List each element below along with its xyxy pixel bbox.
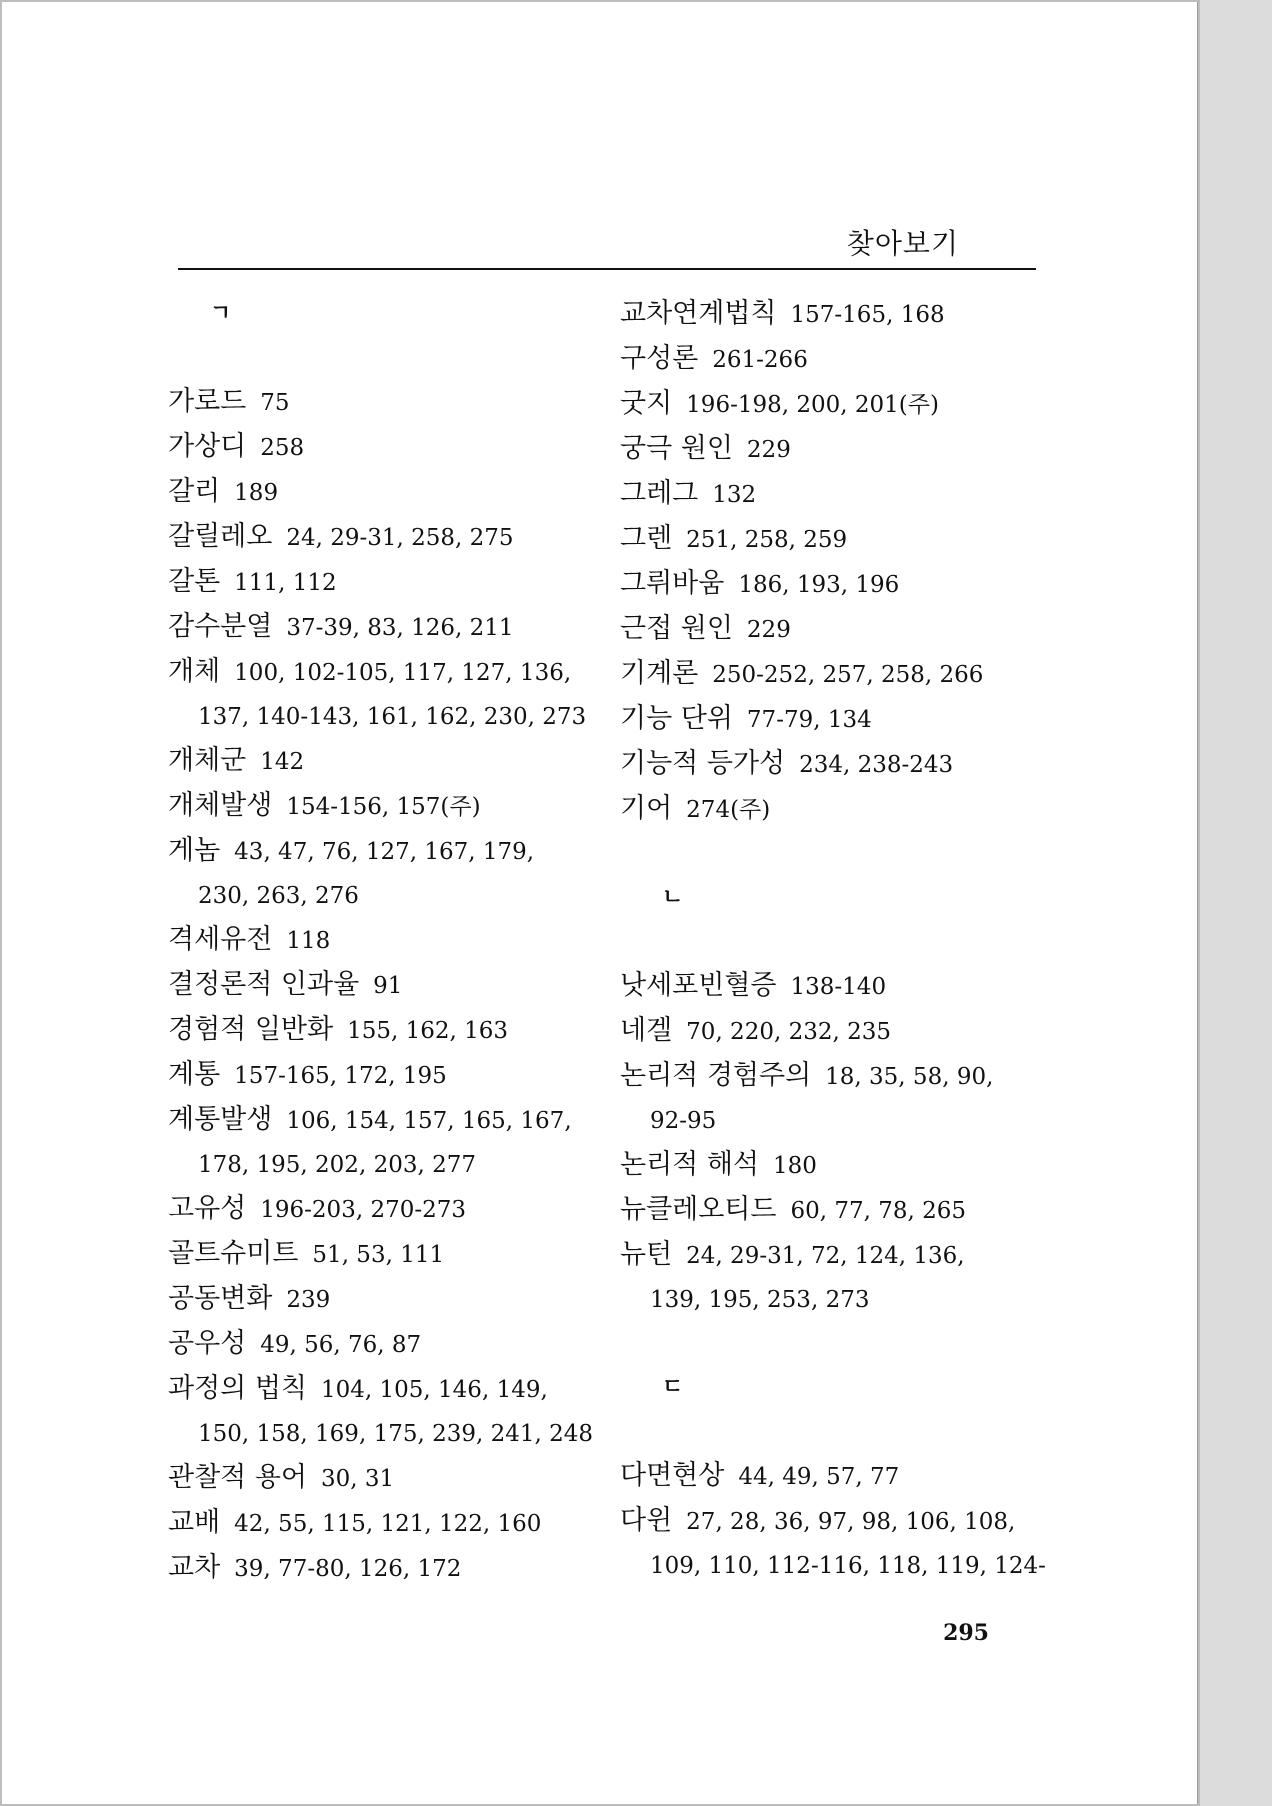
index-term: 그레그 [620, 478, 699, 509]
entries-digeut [620, 1454, 1060, 1588]
index-term: 구성론 [620, 343, 699, 374]
page-references: 106, 154, 157, 165, 167, [286, 1108, 572, 1134]
index-term: 근접 원인 [620, 613, 733, 644]
index-term: 계통발생 [168, 1104, 273, 1135]
index-entry [168, 1367, 598, 1412]
page-references: 75 [260, 390, 290, 416]
index-entry [168, 425, 598, 470]
index-entry [620, 292, 1060, 337]
page-references: 239 [286, 1287, 331, 1313]
index-term: 다윈 [620, 1505, 673, 1536]
index-term: 기능적 등가성 [620, 748, 786, 779]
index-term: 공우성 [168, 1328, 247, 1359]
index-entry [168, 605, 598, 650]
index-term: 논리적 경험주의 [620, 1060, 812, 1091]
section-gap [620, 832, 1060, 876]
index-entry [620, 517, 1060, 562]
index-entry [168, 650, 598, 695]
page-references: 261-266 [712, 347, 808, 373]
index-term: 가상디 [168, 431, 247, 462]
section-header-giyeok: ㄱ [210, 301, 232, 326]
page-references: 24, 29-31, 72, 124, 136, [686, 1243, 965, 1269]
index-entry [620, 1054, 1060, 1099]
index-entry [620, 1009, 1060, 1054]
index-entry [620, 1499, 1060, 1544]
index-term: 다면현상 [620, 1460, 725, 1491]
index-term: 감수분열 [168, 611, 273, 642]
page-references-continued: 150, 158, 169, 175, 239, 241, 248 [198, 1421, 594, 1447]
index-term: 개체군 [168, 745, 247, 776]
page-references: 189 [234, 480, 279, 506]
index-entry [168, 515, 598, 560]
page-number: 295 [943, 1620, 989, 1646]
section-header-digeut: ㄷ [662, 1375, 684, 1400]
index-entry [620, 964, 1060, 1009]
index-entry [620, 472, 1060, 517]
index-entry [620, 607, 1060, 652]
index-entry [620, 562, 1060, 607]
index-term: 갈릴레오 [168, 521, 273, 552]
index-entry [168, 918, 598, 963]
entries-giyeok-right [620, 292, 1060, 832]
index-term: 관찰적 용어 [168, 1462, 307, 1493]
index-entry [168, 739, 598, 784]
page-references-continued: 92-95 [650, 1108, 717, 1134]
index-term: 격세유전 [168, 924, 273, 955]
index-term: 고유성 [168, 1193, 247, 1224]
index-term: 기계론 [620, 658, 699, 689]
page-references: 251, 258, 259 [686, 527, 848, 553]
index-term: 교배 [168, 1507, 221, 1538]
page-references-continued: 109, 110, 112-116, 118, 119, 124- [650, 1553, 1046, 1579]
index-term: 교차연계법칙 [620, 298, 777, 329]
index-term: 경험적 일반화 [168, 1014, 334, 1045]
index-term: 논리적 해석 [620, 1149, 759, 1180]
index-entry [168, 829, 598, 874]
index-term: 갈톤 [168, 566, 221, 597]
index-entry [168, 1501, 598, 1546]
page-references: 186, 193, 196 [738, 572, 900, 598]
page-references: 180 [773, 1153, 817, 1179]
index-entry [168, 1008, 598, 1053]
page-references: 51, 53, 111 [312, 1242, 445, 1268]
index-term: 네겔 [620, 1015, 673, 1046]
page-references: 77-79, 134 [746, 707, 872, 733]
index-entry [168, 1546, 598, 1591]
page-references-continued: 178, 195, 202, 203, 277 [198, 1152, 476, 1178]
index-entry [620, 697, 1060, 742]
index-term: 게놈 [168, 835, 221, 866]
page-references: 157-165, 172, 195 [234, 1063, 447, 1089]
page-references: 154-156, 157(주) [286, 794, 481, 820]
page-references: 39, 77-80, 126, 172 [234, 1556, 462, 1582]
page-references: 138-140 [790, 974, 887, 1000]
index-term: 가로드 [168, 386, 247, 417]
page-references: 44, 49, 57, 77 [738, 1464, 900, 1490]
index-term: 개체발생 [168, 790, 273, 821]
index-column-right [620, 292, 1060, 1588]
index-term: 기능 단위 [620, 703, 733, 734]
page-references: 274(주) [686, 797, 771, 823]
section-header-nieun: ㄴ [662, 885, 684, 910]
page-references: 229 [746, 437, 791, 463]
page-references: 250-252, 257, 258, 266 [712, 662, 984, 688]
index-entry [168, 1456, 598, 1501]
index-entry [168, 560, 598, 605]
index-term: 뉴클레오티드 [620, 1194, 777, 1225]
page-references: 157-165, 168 [790, 302, 945, 328]
page-references: 43, 47, 76, 127, 167, 179, [234, 839, 535, 865]
page-references: 60, 77, 78, 265 [790, 1198, 967, 1224]
index-column-left [168, 292, 598, 1591]
page-references: 91 [373, 973, 403, 999]
page-references-continued: 230, 263, 276 [198, 883, 359, 909]
index-term: 기어 [620, 793, 673, 824]
index-entry [168, 1322, 598, 1367]
index-term: 그뤼바움 [620, 568, 725, 599]
page-references: 111, 112 [234, 570, 337, 596]
index-term: 그렌 [620, 523, 673, 554]
index-entry [168, 1187, 598, 1232]
index-entry [168, 784, 598, 829]
page-references: 142 [260, 749, 305, 775]
index-entry [620, 1233, 1060, 1278]
index-entry [168, 963, 598, 1008]
page-references: 118 [286, 928, 331, 954]
entries-giyeok-left [168, 380, 598, 1591]
index-term: 뉴턴 [620, 1239, 673, 1270]
page-references: 258 [260, 435, 305, 461]
index-entry [168, 380, 598, 425]
page-references: 42, 55, 115, 121, 122, 160 [234, 1511, 542, 1537]
index-entry [620, 382, 1060, 427]
page-references: 234, 238-243 [799, 752, 954, 778]
page-references: 196-198, 200, 201(주) [686, 392, 939, 418]
index-term: 계통 [168, 1059, 221, 1090]
index-entry [168, 470, 598, 515]
page-references: 70, 220, 232, 235 [686, 1019, 892, 1045]
page-references: 229 [746, 617, 791, 643]
page-references-continued: 139, 195, 253, 273 [650, 1287, 870, 1313]
index-term: 낫세포빈혈증 [620, 970, 777, 1001]
index-entry [620, 1188, 1060, 1233]
index-term: 결정론적 인과율 [168, 969, 360, 1000]
page-references: 104, 105, 146, 149, [321, 1377, 548, 1403]
page-references: 37-39, 83, 126, 211 [286, 615, 514, 641]
index-entry [168, 1053, 598, 1098]
page-references: 132 [712, 482, 757, 508]
index-term: 궁극 원인 [620, 433, 733, 464]
index-term: 갈리 [168, 476, 221, 507]
index-entry [620, 427, 1060, 472]
page-references: 49, 56, 76, 87 [260, 1332, 422, 1358]
index-term: 골트슈미트 [168, 1238, 299, 1269]
index-entry [168, 1232, 598, 1277]
page-references: 196-203, 270-273 [260, 1197, 467, 1223]
index-term: 공동변화 [168, 1283, 273, 1314]
index-entry [620, 337, 1060, 382]
index-entry [620, 652, 1060, 697]
index-entry [620, 1454, 1060, 1499]
index-entry [168, 1098, 598, 1143]
page-references-continued: 137, 140-143, 161, 162, 230, 273 [198, 704, 587, 730]
index-term: 과정의 법칙 [168, 1373, 307, 1404]
page-references: 155, 162, 163 [347, 1018, 509, 1044]
entries-nieun [620, 964, 1060, 1322]
section-gap [620, 1322, 1060, 1366]
page-references: 27, 28, 36, 97, 98, 106, 108, [686, 1509, 1016, 1535]
index-term: 교차 [168, 1552, 221, 1583]
header-rule [178, 268, 1036, 270]
page-references: 24, 29-31, 258, 275 [286, 525, 514, 551]
index-term: 개체 [168, 656, 221, 687]
running-head: 찾아보기 [846, 227, 959, 260]
index-entry [168, 1277, 598, 1322]
page-references: 18, 35, 58, 90, [825, 1064, 994, 1090]
index-entry [620, 742, 1060, 787]
page-references: 100, 102-105, 117, 127, 136, [234, 660, 572, 686]
index-entry [620, 787, 1060, 832]
page-references: 30, 31 [321, 1466, 395, 1492]
index-term: 굿지 [620, 388, 673, 419]
index-entry [620, 1143, 1060, 1188]
